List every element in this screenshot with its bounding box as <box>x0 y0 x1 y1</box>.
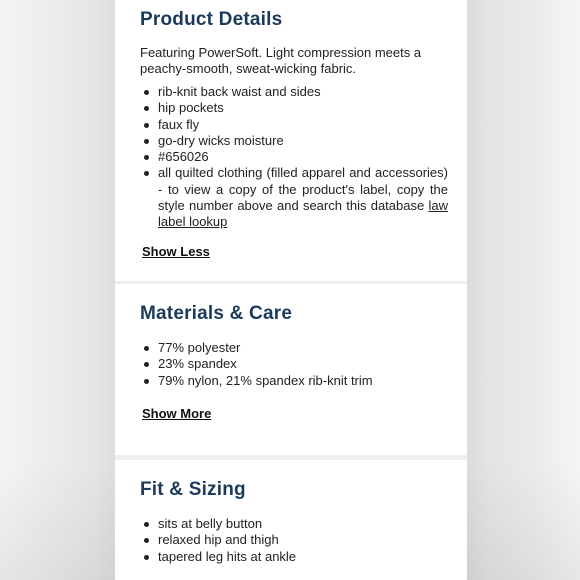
bullet-icon <box>144 139 149 144</box>
list-item: tapered leg hits at ankle <box>140 549 448 565</box>
style-number-item: #656026 <box>140 149 448 165</box>
show-less-button[interactable]: Show Less <box>142 244 210 259</box>
list-item: hip pockets <box>140 100 448 116</box>
law-label-lookup-link[interactable]: law label lookup <box>158 198 448 230</box>
bullet-icon <box>144 362 149 367</box>
bullet-icon <box>144 379 149 384</box>
bullet-icon <box>144 155 149 160</box>
list-item: 77% polyester <box>140 340 448 356</box>
show-more-button[interactable]: Show More <box>142 406 212 421</box>
bullet-icon <box>144 90 149 95</box>
label-note-item: all quilted clothing (filled apparel and accessories) - to view a copy of the product's label, copy the style number above and search this database law label lookup <box>140 165 448 230</box>
materials-care-list <box>140 340 448 389</box>
product-details-intro: Featuring PowerSoft. Light compression meets a peachy-smooth, sweat-wicking fabric. <box>140 45 422 76</box>
list-item: relaxed hip and thigh <box>140 532 448 548</box>
list-item: 23% spandex <box>140 356 448 372</box>
left-backdrop <box>0 0 115 580</box>
bullet-icon <box>144 123 149 128</box>
bullet-icon <box>144 555 149 560</box>
materials-care-section <box>115 284 467 455</box>
product-details-heading: Product Details <box>140 9 283 30</box>
fit-sizing-section <box>115 460 467 580</box>
list-item: rib-knit back waist and sides <box>140 84 448 100</box>
materials-care-heading: Materials & Care <box>140 303 293 324</box>
list-item: 79% nylon, 21% spandex rib-knit trim <box>140 373 448 389</box>
list-item: faux fly <box>140 117 448 133</box>
fit-sizing-list <box>140 516 448 565</box>
bullet-icon <box>144 171 149 176</box>
product-details-section <box>115 0 467 281</box>
product-info-column <box>115 0 467 580</box>
right-backdrop <box>467 0 580 580</box>
list-item: go-dry wicks moisture <box>140 133 448 149</box>
fit-sizing-heading: Fit & Sizing <box>140 479 246 500</box>
product-details-list <box>140 84 448 231</box>
bullet-icon <box>144 106 149 111</box>
list-item: sits at belly button <box>140 516 448 532</box>
bullet-icon <box>144 522 149 527</box>
bullet-icon <box>144 538 149 543</box>
bullet-icon <box>144 346 149 351</box>
